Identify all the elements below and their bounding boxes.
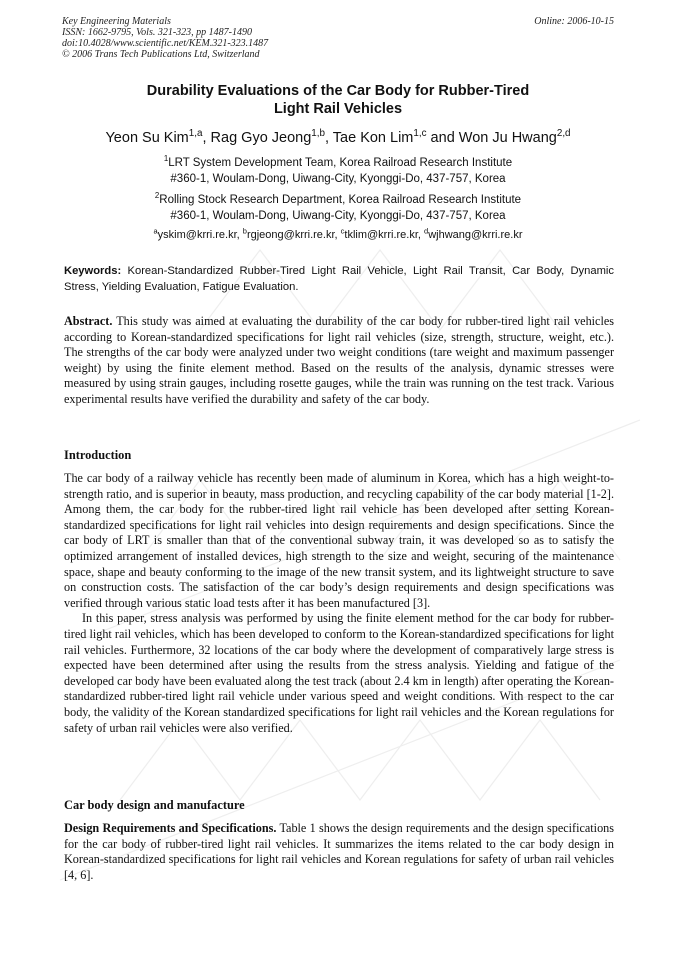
car-body-design-heading: Car body design and manufacture [64, 798, 245, 812]
journal-name: Key Engineering Materials [62, 16, 171, 27]
design-requirements-text: Table 1 shows the design requirements and the design specifications for the car body of rubber-tired light rail vehicles. It summarizes the items related to the car body design in Korean-standardized specifications for light rail vehicles and Korean regulations for safety of urban rail vehicles [4, 6]. [64, 821, 615, 882]
introduction-heading: Introduction [64, 448, 132, 462]
author: Won Ju Hwang$^{2,d}$ [458, 128, 571, 146]
email: $^b$rgjeong@krri.re.kr, [242, 226, 341, 241]
affiliation-1: $^1$LRT System Development Team, Korea Railroad Research Institute #360-1, Woulam-Dong, Uiwang-City, Kyonggi-Do, 437-757, Korea [163, 154, 513, 185]
online-date: Online: 2006-10-15 [534, 16, 614, 27]
paper-title [62, 82, 614, 118]
email: $^a$yskim@krri.re.kr, [153, 226, 243, 241]
author: Rag Gyo Jeong$^{1,b}$, [210, 128, 333, 146]
email: $^d$wjhwang@krri.re.kr [424, 226, 523, 241]
issn-line: ISSN: 1662-9795, Vols. 321-323, pp 1487-1490 [62, 27, 252, 38]
abstract [64, 314, 614, 408]
author: Tae Kon Lim$^{1,c}$ and [332, 128, 459, 146]
design-requirements-paragraph [64, 821, 614, 883]
keywords [64, 264, 614, 295]
design-requirements-label: Design Requirements and Specifications. [64, 821, 277, 835]
copyright-line: © 2006 Trans Tech Publications Ltd, Switzerland [62, 49, 260, 60]
email: $^c$tklim@krri.re.kr, [340, 226, 425, 241]
doi-line: doi:10.4028/www.scientific.net/KEM.321-323.1487 [62, 38, 269, 49]
introduction-body [64, 471, 614, 736]
author-list [62, 130, 614, 146]
title-line-2: Light Rail Vehicles [273, 101, 403, 117]
title-line-1: Durability Evaluations of the Car Body for Rubber-Tired [146, 83, 530, 99]
affiliation-2: $^2$Rolling Stock Research Department, Korea Railroad Research Institute #360-1, Woulam-Dong, Uiwang-City, Kyonggi-Do, 437-757, Korea [154, 191, 522, 222]
journal-header [62, 16, 614, 60]
intro-paragraph-2: In this paper, stress analysis was performed by using the finite element method for the car body for rubber-tired light rail vehicles, which has been developed to conform to the Korean-standardized specifications for light rail vehicles. Furthermore, 32 locations of the car body where the development of comparatively large stress is expected have been determined after using the results from the stress analysis. Yielding and fatigue of the developed car body have been evaluated along the test track (about 2.4 km in length) after operating the Korean-standardized rubber-tired light rail vehicle under various speed and weight conditions. With respect to the car body, the validity of the Korean standardized specifications for light rail vehicles and the Korean regulations for safety of urban rail vehicles were also verified. [64, 611, 614, 735]
author: Yeon Su Kim$^{1,a}$, [105, 128, 211, 146]
abstract-label: Abstract. [64, 314, 113, 328]
abstract-text: This study was aimed at evaluating the durability of the car body for rubber-tired light rail vehicles according to Korean-standardized specifications for light rail vehicles (size, strength, structure, weight, etc.). The strengths of the car body were analyzed under two weight conditions (tare weight and maximum passenger weight) by using the finite element method. Based on the results of the analysis, dynamic stresses were measured by using strain gauges, including rosette gauges, while the train was running on the test track. Various experimental results have verified the durability and safety of the car body. [64, 314, 614, 406]
keywords-text: Korean-Standardized Rubber-Tired Light Rail Vehicle, Light Rail Transit, Car Body, Dynamic Stress, Yielding Evaluation, Fatigue Evaluation. [64, 265, 614, 293]
intro-paragraph-1: The car body of a railway vehicle has recently been made of aluminum in Korea, which has a high weight-to-strength ratio, and is superior in beauty, mass production, and recycling capability of the car body material [1-2]. Among them, the car body for the rubber-tired light rail vehicle has been developed after setting Korean-standardized specifications for light rail vehicles into design requirements and design specifications. Since the car body of LRT is smaller than that of the conventional subway train, it was developed so as to satisfy the optimized arrangement of installed devices, high strength to the size and weight, securing of the maintenance space, shape and beauty conforming to the image of the new transit system, and its lightweight structure to save on construction costs. The satisfaction of the car body’s design requirements and design specifications was verified through various static load tests after it has been manufactured [3]. [64, 471, 614, 610]
keywords-label: Keywords: [64, 265, 122, 277]
email-list [62, 226, 614, 241]
